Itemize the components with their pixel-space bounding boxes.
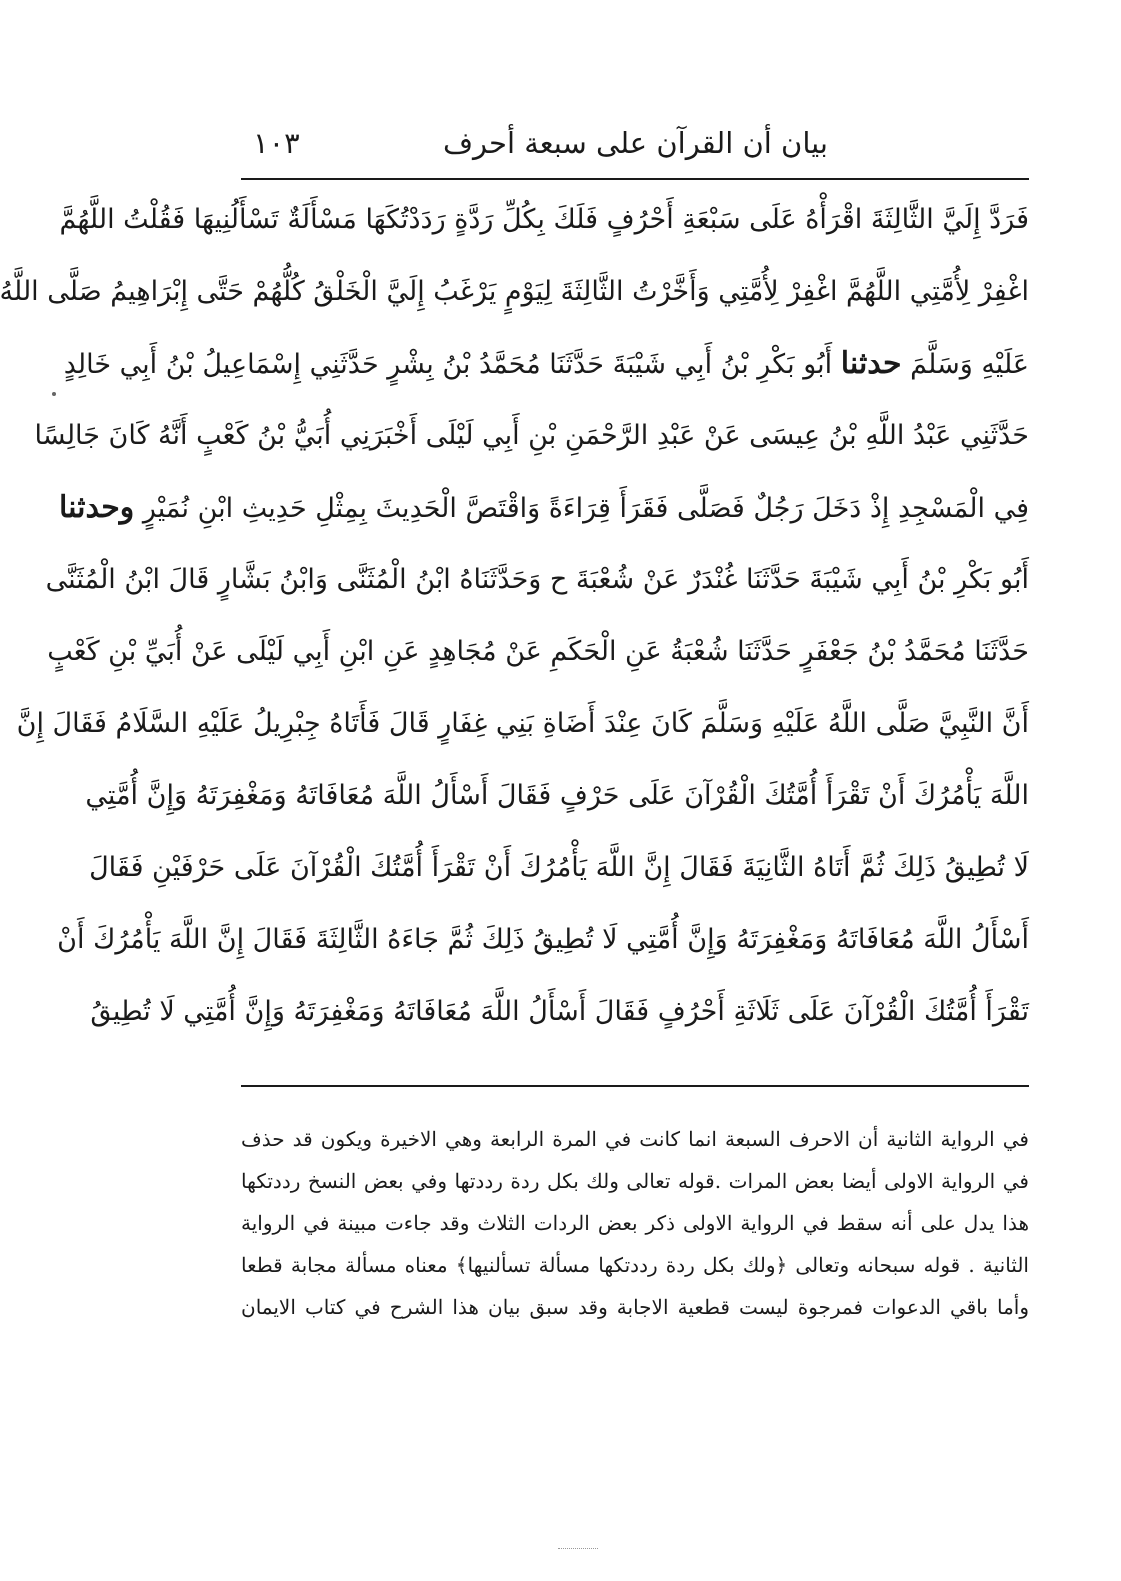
- footnote-rule: [241, 1085, 1029, 1087]
- commentary-line: وأما باقي الدعوات فمرجوة ليست قطعية الاجابة وقد سبق بيان هذا الشرح في كتاب الايمان: [241, 1295, 1029, 1319]
- page-number: ١٠٣: [253, 126, 300, 160]
- line-text: اللَّهَ يَأْمُرُكَ أَنْ تَقْرَأَ أُمَّتُكَ الْقُرْآنَ عَلَى حَرْفٍ فَقَالَ أَسْأَلُ اللَّهَ مُعَافَاتَهُ وَمَغْفِرَتَهُ وَإِنَّ أُمَّتِي: [85, 780, 1029, 811]
- line-text: أَبُو بَكْرِ بْنُ أَبِي شَيْبَةَ حَدَّثَنَا غُنْدَرٌ عَنْ شُعْبَةَ ح وَحَدَّثَنَاهُ ابْنُ الْمُثَنَّى وَابْنُ بَشَّارٍ قَالَ ابْنُ الْمُثَنَّى: [45, 564, 1029, 595]
- commentary-line: هذا يدل على أنه سقط في الرواية الاولى ذكر بعض الردات الثلاث وقد جاءت مبينة في الرواية: [241, 1211, 1029, 1235]
- commentary-line: في الرواية الاولى أيضا بعض المرات .قوله تعالى ولك بكل ردة رددتها وفي بعض النسخ رددتكها: [241, 1169, 1029, 1193]
- line-text: أَسْأَلُ اللَّهَ مُعَافَاتَهُ وَمَغْفِرَتَهُ وَإِنَّ أُمَّتِي لَا تُطِيقُ ذَلِكَ ثُمَّ جَاءَهُ الثَّالِثَةَ فَقَالَ إِنَّ اللَّهَ يَأْمُرُكَ أَنْ: [57, 924, 1029, 955]
- hadith-line: [89, 830, 1029, 902]
- hadith-line: [34, 398, 1029, 470]
- hadith-line: [85, 758, 1029, 830]
- commentary-line: الثانية . قوله سبحانه وتعالى ﴿ولك بكل ردة رددتكها مسألة تسألنيها﴾ معناه مسألة مجابة قطعا: [241, 1253, 1029, 1277]
- commentary-line: في الرواية الثانية أن الاحرف السبعة انما كانت في المرة الرابعة وهي الاخيرة ويكون قد حذف: [241, 1127, 1029, 1151]
- line-text: فَرَدَّ إِلَيَّ الثَّالِثَةَ اقْرَأْهُ عَلَى سَبْعَةِ أَحْرُفٍ فَلَكَ بِكُلِّ رَدَّةٍ رَدَدْتُكَهَا مَسْأَلَةٌ تَسْأَلُنِيهَا فَقُلْتُ اللَّهُمَّ: [59, 204, 1029, 235]
- hadith-line: [58, 470, 1029, 542]
- hadith-text: [0, 182, 1029, 1062]
- hadith-line: [63, 326, 1029, 398]
- line-text: أَبُو بَكْرِ بْنُ أَبِي شَيْبَةَ حَدَّثَنَا مُحَمَّدُ بْنُ بِشْرٍ حَدَّثَنِي إِسْمَاعِيلُ بْنُ أَبِي خَالِدٍ: [63, 349, 841, 380]
- narration-marker: وحدثنا: [58, 490, 135, 525]
- margin-speck: [52, 392, 56, 396]
- line-text: لَا تُطِيقُ ذَلِكَ ثُمَّ أَتَاهُ الثَّانِيَةَ فَقَالَ إِنَّ اللَّهَ يَأْمُرُكَ أَنْ تَقْرَأَ أُمَّتُكَ الْقُرْآنَ عَلَى حَرْفَيْنِ فَقَالَ: [89, 852, 1029, 883]
- header-rule: [241, 178, 1029, 180]
- chapter-title: بيان أن القرآن على سبعة أحرف: [442, 126, 828, 160]
- line-text: عَلَيْهِ وَسَلَّمَ: [901, 349, 1029, 380]
- line-text: أَنَّ النَّبِيَّ صَلَّى اللَّهُ عَلَيْهِ وَسَلَّمَ كَانَ عِنْدَ أَضَاةِ بَنِي غِفَارٍ قَالَ فَأَتَاهُ جِبْرِيلُ عَلَيْهِ السَّلَامُ فَقَالَ إِنَّ: [16, 708, 1029, 739]
- line-text: تَقْرَأَ أُمَّتُكَ الْقُرْآنَ عَلَى ثَلَاثَةِ أَحْرُفٍ فَقَالَ أَسْأَلُ اللَّهَ مُعَافَاتَهُ وَمَغْفِرَتَهُ وَإِنَّ أُمَّتِي لَا تُطِيقُ: [90, 996, 1029, 1027]
- hadith-line: [0, 254, 1029, 326]
- line-text: اغْفِرْ لِأُمَّتِي اللَّهُمَّ اغْفِرْ لِأُمَّتِي وَأَخَّرْتُ الثَّالِثَةَ لِيَوْمٍ يَرْغَبُ إِلَيَّ الْخَلْقُ كُلُّهُمْ حَتَّى إِبْرَاهِيمُ صَلَّى اللَّهُ: [0, 276, 1029, 307]
- hadith-line: [90, 974, 1029, 1046]
- bottom-dots: [558, 1548, 598, 1551]
- hadith-line: [57, 902, 1029, 974]
- hadith-line: [59, 182, 1029, 254]
- line-text: فِي الْمَسْجِدِ إِذْ دَخَلَ رَجُلٌ فَصَلَّى فَقَرَأَ قِرَاءَةً وَاقْتَصَّ الْحَدِيثَ بِمِثْلِ حَدِيثِ ابْنِ نُمَيْرٍ: [134, 493, 1029, 524]
- hadith-line: [16, 686, 1029, 758]
- running-head: [253, 118, 828, 168]
- commentary-text: [241, 1118, 1029, 1328]
- line-text: حَدَّثَنِي عَبْدُ اللَّهِ بْنُ عِيسَى عَنْ عَبْدِ الرَّحْمَنِ بْنِ أَبِي لَيْلَى أَخْبَرَنِي أُبَيُّ بْنُ كَعْبٍ أَنَّهُ كَانَ جَالِسًا: [34, 420, 1029, 451]
- narration-marker: حدثنا: [840, 346, 902, 381]
- hadith-line: [45, 542, 1029, 614]
- hadith-line: [47, 614, 1029, 686]
- line-text: حَدَّثَنَا مُحَمَّدُ بْنُ جَعْفَرٍ حَدَّثَنَا شُعْبَةُ عَنِ الْحَكَمِ عَنْ مُجَاهِدٍ عَنِ ابْنِ أَبِي لَيْلَى عَنْ أُبَيِّ بْنِ كَعْبٍ: [47, 636, 1029, 667]
